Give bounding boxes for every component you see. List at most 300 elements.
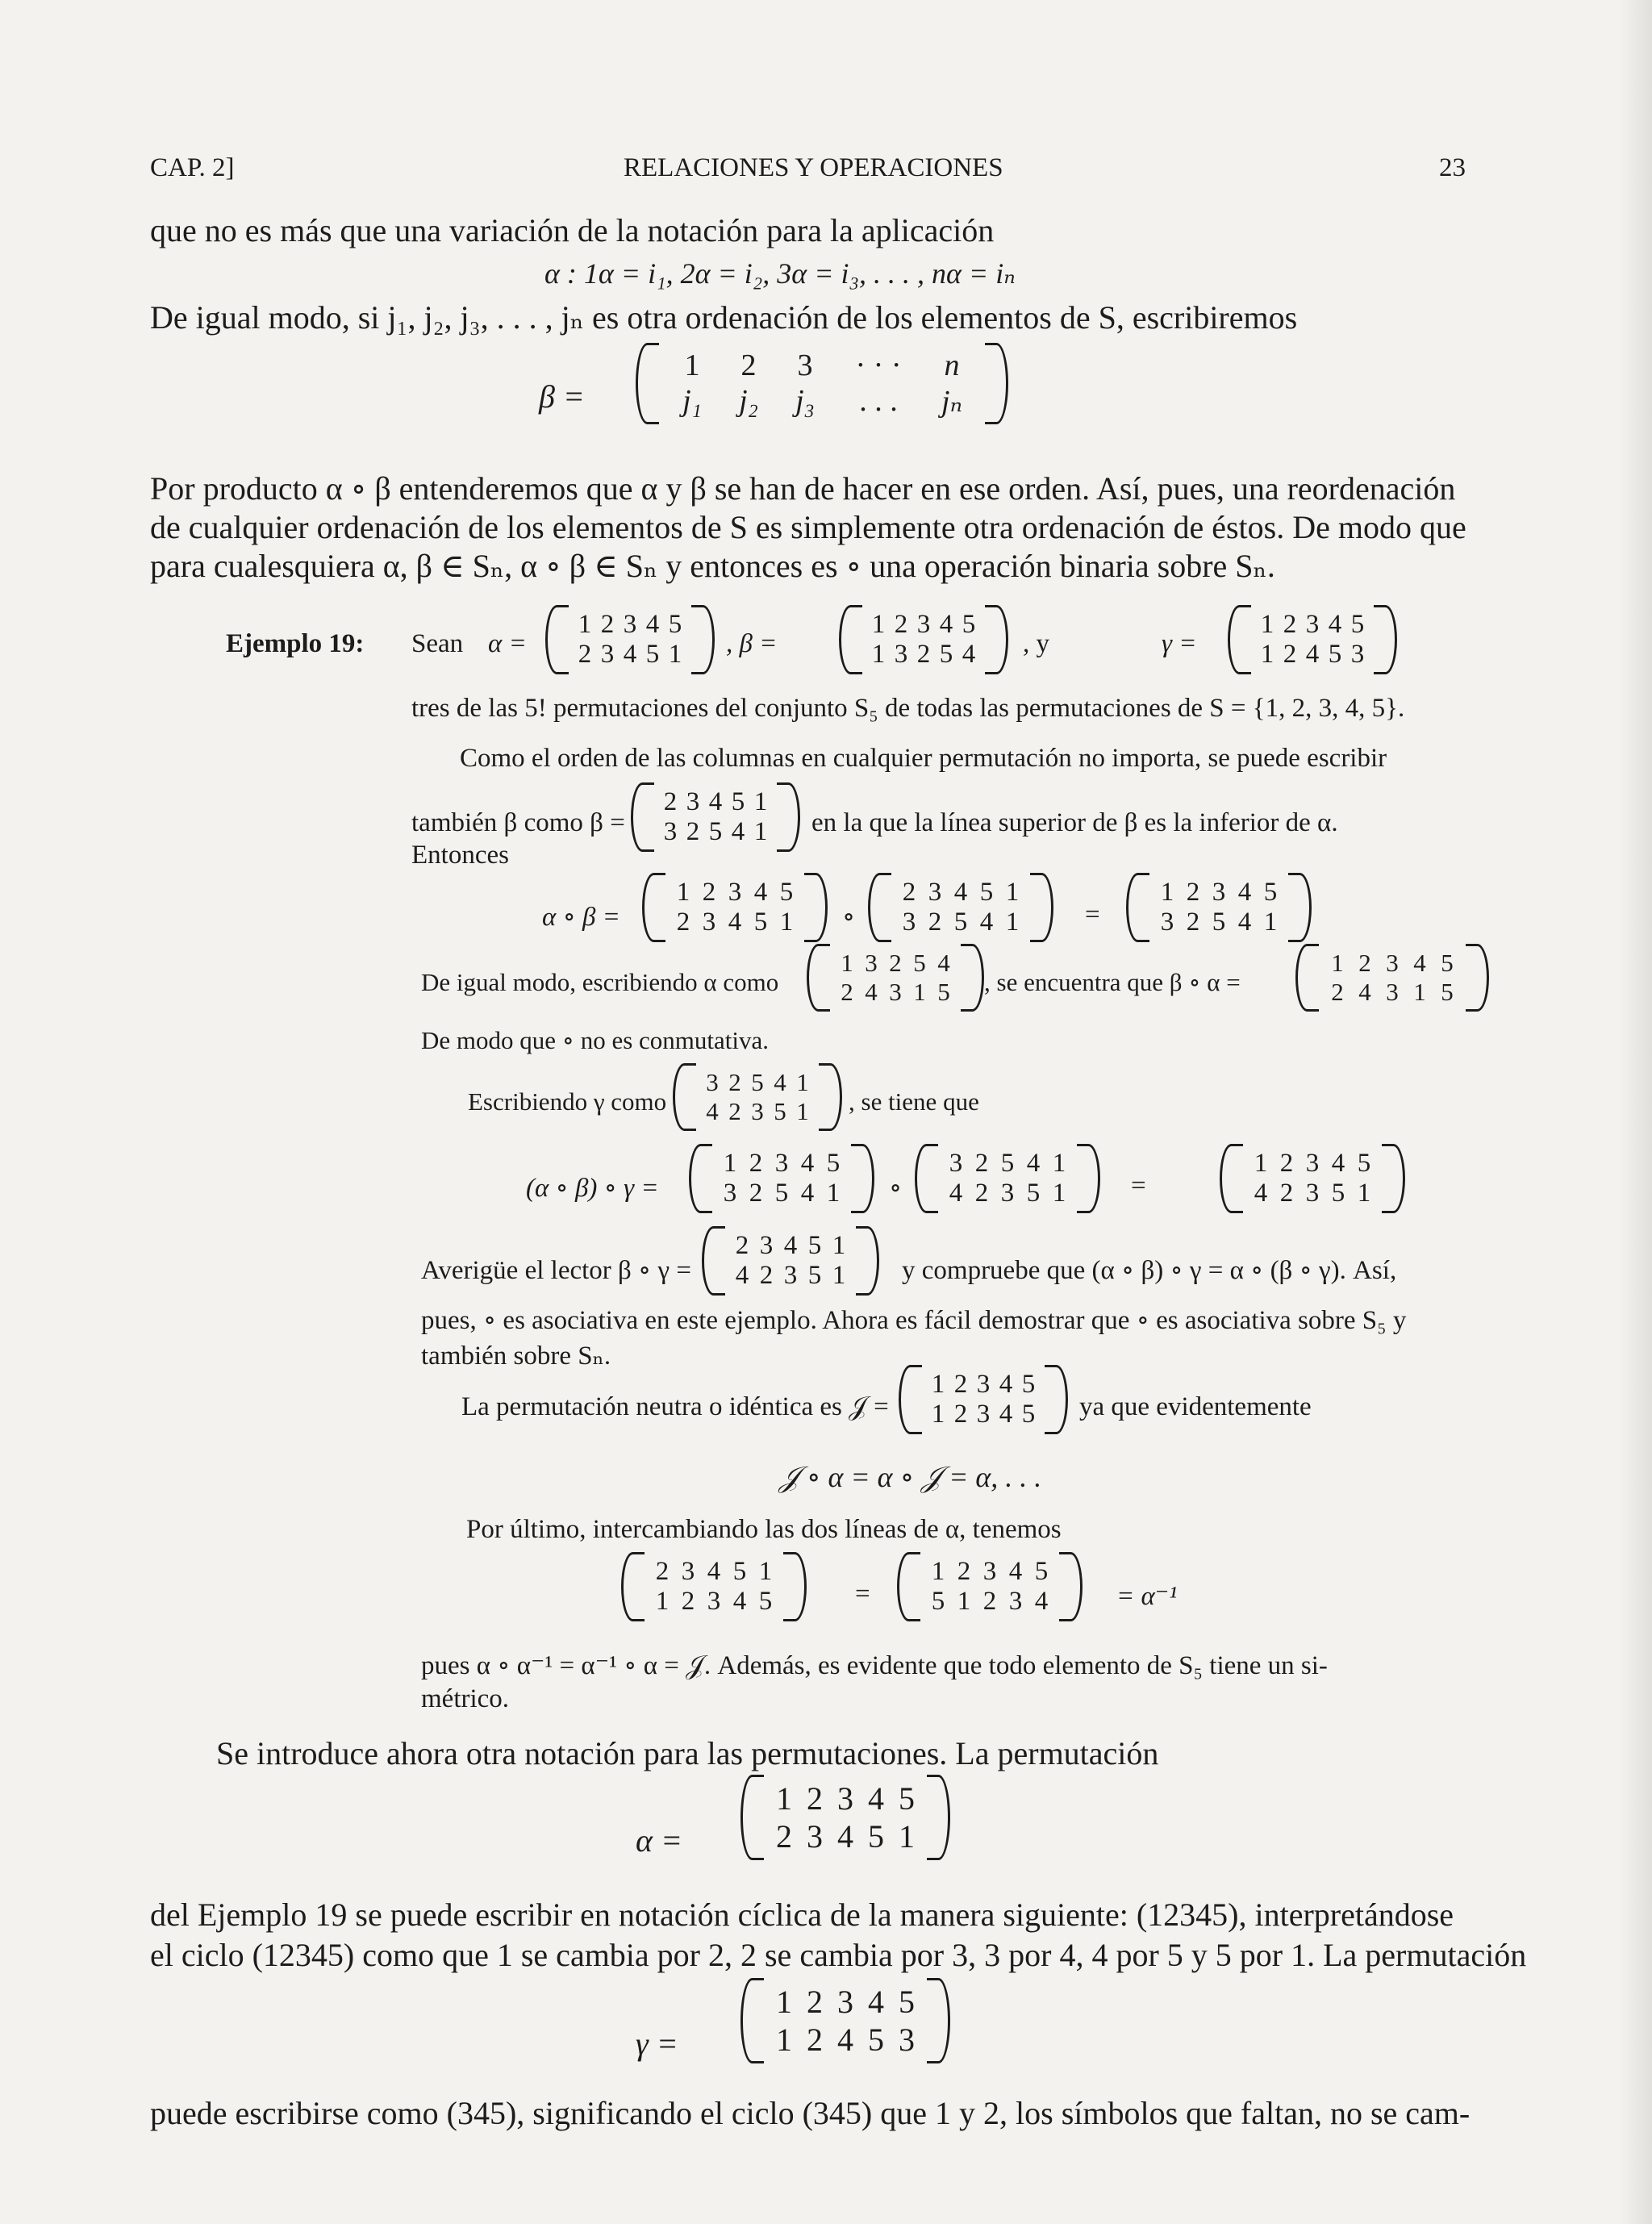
right-paren [961,944,984,1012]
matrix-cell: 5 [1441,949,1454,977]
matrix-cell: 2 [759,1261,774,1290]
matrix-rows [862,605,985,674]
matrix-cell: 2 [728,1068,741,1096]
matrix-cell: 4 [1358,978,1371,1006]
matrix-cell: 1 [1160,878,1174,907]
matrix-cell: 2 [702,878,716,907]
matrix-cell: 5 [1263,878,1278,907]
matrix-cell: 5 [937,978,950,1006]
matrix-cell: 3 [1305,610,1320,639]
example-label: Ejemplo 19: [226,629,365,658]
matrix-bottom-row [701,1097,814,1126]
matrix-cell: 3 [600,640,615,669]
matrix-cell: · · · [855,348,902,382]
left-paren [702,1226,725,1296]
matrix-cell: 2 [681,1587,695,1616]
matrix-bottom-row [896,908,1025,937]
matrix-cell: 3 [976,1400,991,1429]
matrix-cell: 2 [1331,978,1344,1006]
left-paren [897,1552,920,1621]
matrix-cell: 2 [807,1780,823,1817]
right-paren [985,343,1008,424]
matrix-cell: 1 [931,1370,945,1399]
matrix-cell: 1 [779,908,794,937]
matrix-top-row [867,610,980,640]
right-paren [1059,1552,1083,1621]
matrix-abg-2 [915,1144,1100,1213]
matrix-cell: jₙ [941,385,962,419]
left-paren [689,1144,712,1213]
left-paren [807,944,830,1012]
left-paren [1228,605,1251,674]
page-number: 23 [1439,153,1466,182]
example-text: De igual modo, escribiendo α como [421,968,779,996]
matrix-rows [696,1063,819,1131]
matrix-cell: 1 [826,1179,841,1208]
example-text: ya que evidentemente [1079,1392,1312,1421]
matrix-cell: 4 [949,1179,963,1208]
matrix-cell: 5 [979,878,994,907]
matrix-cell: 2 [655,1557,670,1586]
matrix-rows [725,1226,856,1296]
matrix-cell: 1 [1254,1149,1268,1178]
beta-label: , β = [726,629,778,658]
matrix-top-row [927,1370,1040,1400]
matrix-rows [1319,944,1466,1012]
alpha-label: α = [488,629,527,658]
matrix-cell: 3 [623,610,637,639]
matrix-cell: 2 [807,2022,823,2058]
matrix-cell: 3 [928,878,942,907]
matrix-cell: 3 [702,908,716,937]
matrix-beta-general [636,343,1008,424]
matrix-cell: 3 [1305,1149,1320,1178]
matrix-cell: 3 [707,1587,721,1616]
matrix-cell: 1 [578,610,592,639]
matrix-cell: 2 [1279,1179,1294,1208]
matrix-bottom-row [664,383,980,419]
paragraph-line: Se introduce ahora otra notación para las permutaciones. La permutación [216,1735,1159,1771]
matrix-top-row [1324,949,1461,978]
compose-operator: ∘ [842,903,856,932]
matrix-cell: 4 [1328,610,1342,639]
matrix-top-row [835,949,956,978]
matrix-cell: 3 [807,1818,823,1855]
right-paren [777,782,800,852]
product-label: (α ∘ β) ∘ γ = [526,1174,659,1203]
matrix-cell: 1 [931,1400,945,1429]
example-text: De modo que ∘ no es conmutativa. [421,1026,770,1054]
matrix-cell: 2 [728,1097,741,1125]
matrix-cell: 1 [684,348,700,382]
matrix-cell: n [944,348,960,382]
beta-label: β = [539,378,585,415]
matrix-cell: 2 [889,949,902,977]
matrix-cell: 1 [796,1068,809,1096]
matrix-bottom-row [649,1587,778,1617]
matrix-cell: 2 [776,1818,792,1855]
matrix-cell: 2 [928,908,942,937]
example-text: , se encuentra que β ∘ α = [984,968,1241,996]
matrix-cell: 5 [939,640,953,669]
matrix-cell: 2 [894,610,908,639]
matrix-cell: 3 [1008,1587,1023,1616]
right-paren [1288,873,1312,942]
matrix-cell: 2 [749,1179,763,1208]
matrix-inv-2 [897,1552,1083,1621]
matrix-cell: 1 [776,1984,792,2020]
matrix-abg-3 [1220,1144,1405,1213]
matrix-cell: j₂ [739,384,758,418]
matrix-cell: 4 [708,787,723,816]
matrix-bottom-row [927,1400,1040,1429]
matrix-cell: 3 [916,610,931,639]
matrix-cell: 5 [899,1780,915,1817]
matrix-beta [839,605,1008,674]
matrix-bottom-row [670,908,799,937]
matrix-cell: 5 [1034,1557,1049,1586]
matrix-bottom-row [867,640,980,670]
matrix-cell: 1 [931,1557,945,1586]
matrix-bottom-row [659,817,772,847]
matrix-cell: 1 [1413,978,1426,1006]
matrix-cell: 2 [974,1179,989,1208]
matrix-cell: 2 [686,817,700,846]
matrix-cell: 5 [774,1179,789,1208]
matrix-cell: 4 [979,908,994,937]
matrix-cell: . . . [859,384,898,418]
matrix-cell: 2 [1186,908,1200,937]
matrix-cell: 3 [982,1557,997,1586]
matrix-cell: 1 [1260,640,1274,669]
matrix-cell: 2 [957,1557,971,1586]
example-text: Averigüe el lector β ∘ γ = [421,1256,691,1285]
matrix-top-row [925,1557,1054,1587]
matrix-cell: 3 [1386,949,1399,977]
matrix-top-row [664,348,980,383]
matrix-cell: 5 [668,610,682,639]
matrix-cell: 4 [1413,949,1426,977]
matrix-cell: 5 [868,2022,884,2058]
matrix-cell: 3 [774,1149,789,1178]
paragraph-line: de cualquier ordenación de los elementos de S es simplemente otra ordenación de éstos. De modo que [150,509,1466,545]
matrix-bottom-row [730,1261,851,1291]
matrix-cell: 3 [797,348,813,382]
right-paren [927,1978,950,2063]
matrix-cell: 2 [807,1984,823,2020]
matrix-cell: 4 [1026,1149,1041,1178]
matrix-cell: 1 [1260,610,1274,639]
matrix-cell: 5 [1000,1149,1015,1178]
matrix-cell: 2 [676,908,690,937]
matrix-cell: 1 [841,949,853,977]
matrix-rows [764,1978,927,2063]
matrix-alpha-reordered [807,944,984,1012]
matrix-cell: 5 [1331,1179,1345,1208]
matrix-cell: 1 [753,817,768,846]
right-paren [1466,944,1489,1012]
matrix-cell: 3 [759,1231,774,1260]
matrix-cell: 5 [731,787,745,816]
identity-equation: 𝒥 ∘ α = α ∘ 𝒥 = α, . . . [779,1461,1042,1493]
matrix-cell: 4 [735,1261,749,1290]
left-paren [631,782,654,852]
paragraph-line: Por producto α ∘ β entenderemos que α y β se han de hacer en ese orden. Así, pues, una reordenación [150,470,1456,507]
matrix-cell: 4 [1008,1557,1023,1586]
matrix-cell: 4 [1305,640,1320,669]
left-paren [740,1775,764,1860]
matrix-cell: 4 [868,1780,884,1817]
left-paren [642,873,665,942]
matrix-cell: 5 [953,908,968,937]
right-paren [804,873,828,942]
matrix-bottom-row [717,1179,846,1208]
matrix-cell: 1 [1052,1179,1066,1208]
matrix-cell: 4 [732,1587,747,1616]
left-paren [839,605,862,674]
matrix-cell: 4 [731,817,745,846]
matrix-cell: 4 [1237,878,1252,907]
matrix-gamma-reordered [673,1063,842,1131]
matrix-bg [702,1226,879,1296]
matrix-top-row [943,1149,1072,1179]
left-paren [915,1144,938,1213]
matrix-inv-1 [621,1552,807,1621]
matrix-cell: 5 [645,640,660,669]
matrix-cell: 3 [865,949,878,977]
matrix-rows [920,1552,1059,1621]
matrix-cell: 5 [1328,640,1342,669]
matrix-cell: 5 [1350,610,1365,639]
paragraph-line: del Ejemplo 19 se puede escribir en notación cíclica de la manera siguiente: (12345), interpretándose [150,1896,1454,1933]
matrix-cell: 5 [899,1984,915,2020]
matrix-cell: 3 [1350,640,1365,669]
matrix-ba [1295,944,1489,1012]
matrix-cell: 2 [663,787,678,816]
matrix-cell: 2 [982,1587,997,1616]
matrix-cell: 2 [740,348,757,382]
left-paren [868,873,891,942]
matrix-rows [712,1144,851,1213]
matrix-cell: 5 [826,1149,841,1178]
right-paren [1045,1365,1068,1434]
matrix-cell: 1 [1331,949,1344,977]
matrix-cell: 5 [779,878,794,907]
example-text: y compruebe que (α ∘ β) ∘ γ = α ∘ (β ∘ γ). Así, [902,1256,1397,1285]
matrix-cell: 1 [957,1587,971,1616]
matrix-cell: 1 [776,1780,792,1817]
matrix-cell: 2 [1283,640,1297,669]
matrix-cell: 3 [976,1370,991,1399]
left-paren [740,1978,764,2063]
equals-sign: = [1085,900,1100,929]
matrix-cell: 4 [962,640,976,669]
matrix-cell: 2 [1358,949,1371,977]
page-edge-shadow [1620,0,1652,2224]
matrix-cell: 1 [676,878,690,907]
example-text: , y [1023,629,1049,658]
matrix-cell: 2 [1279,1149,1294,1178]
right-paren [819,1063,842,1131]
matrix-cell: 5 [931,1587,945,1616]
example-text: Escribiendo γ como [468,1087,667,1116]
gamma-label: γ = [1162,629,1197,658]
example-text: Entonces [411,841,509,870]
matrix-top-row [649,1557,778,1587]
matrix-cell: 4 [1034,1587,1049,1616]
matrix-cell: 1 [668,640,682,669]
matrix-rows [891,873,1030,942]
matrix-cell: 2 [1186,878,1200,907]
matrix-cell: 4 [865,978,878,1006]
matrix-cell: 4 [800,1149,815,1178]
right-paren [691,605,715,674]
matrix-cell: 5 [1212,908,1226,937]
left-paren [673,1063,696,1131]
matrix-cell: 5 [708,817,723,846]
matrix-rows [1149,873,1288,942]
matrix-cell: j₁ [682,384,702,418]
left-paren [1295,944,1319,1012]
matrix-identity [899,1365,1068,1434]
matrix-cell: 5 [868,1818,884,1855]
matrix-cell: 3 [1000,1179,1015,1208]
matrix-top-row [769,1983,922,2021]
matrix-cell: 5 [1021,1370,1036,1399]
left-paren [545,605,569,674]
matrix-cell: 3 [723,1179,737,1208]
matrix-abg-1 [689,1144,874,1213]
matrix-cell: 3 [686,787,700,816]
example-text: tres de las 5! permutaciones del conjunto S₅ de todas las permutaciones de S = {1, 2, 3, 4, 5}. [411,694,1405,723]
matrix-cell: 4 [728,908,742,937]
alpha-label: α = [636,1822,682,1859]
matrix-cell: 5 [1357,1149,1371,1178]
matrix-cell: 5 [732,1557,747,1586]
left-paren [899,1365,922,1434]
matrix-top-row [701,1068,814,1097]
matrix-top-row [574,610,686,640]
matrix-cell: 2 [902,878,916,907]
matrix-cell: 5 [913,949,926,977]
matrix-cell: 2 [1283,610,1297,639]
matrix-bottom-row [1154,908,1283,937]
matrix-cell: 5 [807,1261,822,1290]
matrix-cell: 4 [753,878,768,907]
matrix-cell: 2 [916,640,931,669]
matrix-gamma [1228,605,1397,674]
right-paren [783,1552,807,1621]
matrix-rows [569,605,691,674]
paragraph-line: el ciclo (12345) como que 1 se cambia por 2, 2 se cambia por 3, 3 por 4, 4 por 5 y 5 por 1. La permutación [150,1937,1527,1973]
matrix-bottom-row [1248,1179,1377,1208]
matrix-cell: 3 [837,1984,853,2020]
matrix-rows [938,1144,1077,1213]
right-paren [1382,1144,1405,1213]
matrix-cell: 4 [837,1818,853,1855]
matrix-top-row [717,1149,846,1179]
matrix-cell: 1 [832,1231,846,1260]
matrix-cell: 3 [1386,978,1399,1006]
matrix-cell: 3 [894,640,908,669]
matrix-cell: 5 [758,1587,773,1616]
matrix-alpha [545,605,715,674]
matrix-cell: 4 [774,1068,786,1096]
equals-sign: = [855,1579,870,1609]
matrix-top-row [1248,1149,1377,1179]
example-text: Por último, intercambiando las dos líneas de α, tenemos [466,1515,1062,1544]
matrix-cell: 1 [871,640,886,669]
matrix-cell: 3 [889,978,902,1006]
matrix-cell: 1 [832,1261,846,1290]
right-paren [1374,605,1397,674]
example-text: también β como β = [411,808,625,837]
matrix-cell: 1 [1357,1179,1371,1208]
matrix-cell: 3 [663,817,678,846]
right-paren [985,605,1008,674]
matrix-cell: 5 [774,1097,786,1125]
matrix-cell: 3 [1305,1179,1320,1208]
matrix-cell: 3 [751,1097,764,1125]
matrix-ab-3 [1126,873,1312,942]
matrix-cell: 5 [1441,978,1454,1006]
matrix-cell: 4 [1331,1149,1345,1178]
alpha-mapping-equation: α : 1α = i₁, 2α = i₂, 3α = i₃, . . . , nα = iₙ [544,257,1016,290]
matrix-cell: 4 [800,1179,815,1208]
example-text: en la que la línea superior de β es la inferior de α. [811,808,1338,837]
running-head: RELACIONES Y OPERACIONES [624,153,1003,182]
matrix-cell: 2 [953,1400,968,1429]
matrix-cell: 2 [735,1231,749,1260]
matrix-cell: 2 [953,1370,968,1399]
matrix-beta-reordered [631,782,800,852]
matrix-cell: 2 [974,1149,989,1178]
matrix-cell: 1 [776,2022,792,2058]
matrix-cell: 5 [751,1068,764,1096]
matrix-rows [830,944,961,1012]
example-text: , se tiene que [849,1087,979,1116]
right-paren [927,1775,950,1860]
matrix-cell: 3 [1212,878,1226,907]
matrix-cell: 4 [1237,908,1252,937]
matrix-bottom-row [925,1587,1054,1617]
matrix-cell: 1 [871,610,886,639]
matrix-cell: 5 [753,908,768,937]
matrix-cell: 4 [837,2022,853,2058]
inverse-label: = α⁻¹ [1116,1582,1178,1611]
matrix-cell: 3 [681,1557,695,1586]
matrix-bottom-row [943,1179,1072,1208]
right-paren [856,1226,879,1296]
matrix-cell: 3 [949,1149,963,1178]
matrix-cell: 1 [753,787,768,816]
matrix-cell: 3 [783,1261,798,1290]
paragraph-line: para cualesquiera α, β ∈ Sₙ, α ∘ β ∈ Sₙ y entonces es ∘ una operación binaria sobre Sₙ. [150,548,1275,584]
matrix-top-row [730,1231,851,1261]
matrix-cell: 3 [728,878,742,907]
matrix-cell: 4 [1254,1179,1268,1208]
matrix-cell: 3 [902,908,916,937]
matrix-cell: 3 [899,2022,915,2058]
matrix-top-row [1154,878,1283,908]
matrix-bottom-row [1256,640,1369,670]
right-paren [851,1144,874,1213]
gamma-label: γ = [636,2026,678,2062]
matrix-cell: 4 [937,949,950,977]
matrix-top-row [896,878,1025,908]
example-text: Sean [411,629,464,658]
matrix-cell: 2 [841,978,853,1006]
